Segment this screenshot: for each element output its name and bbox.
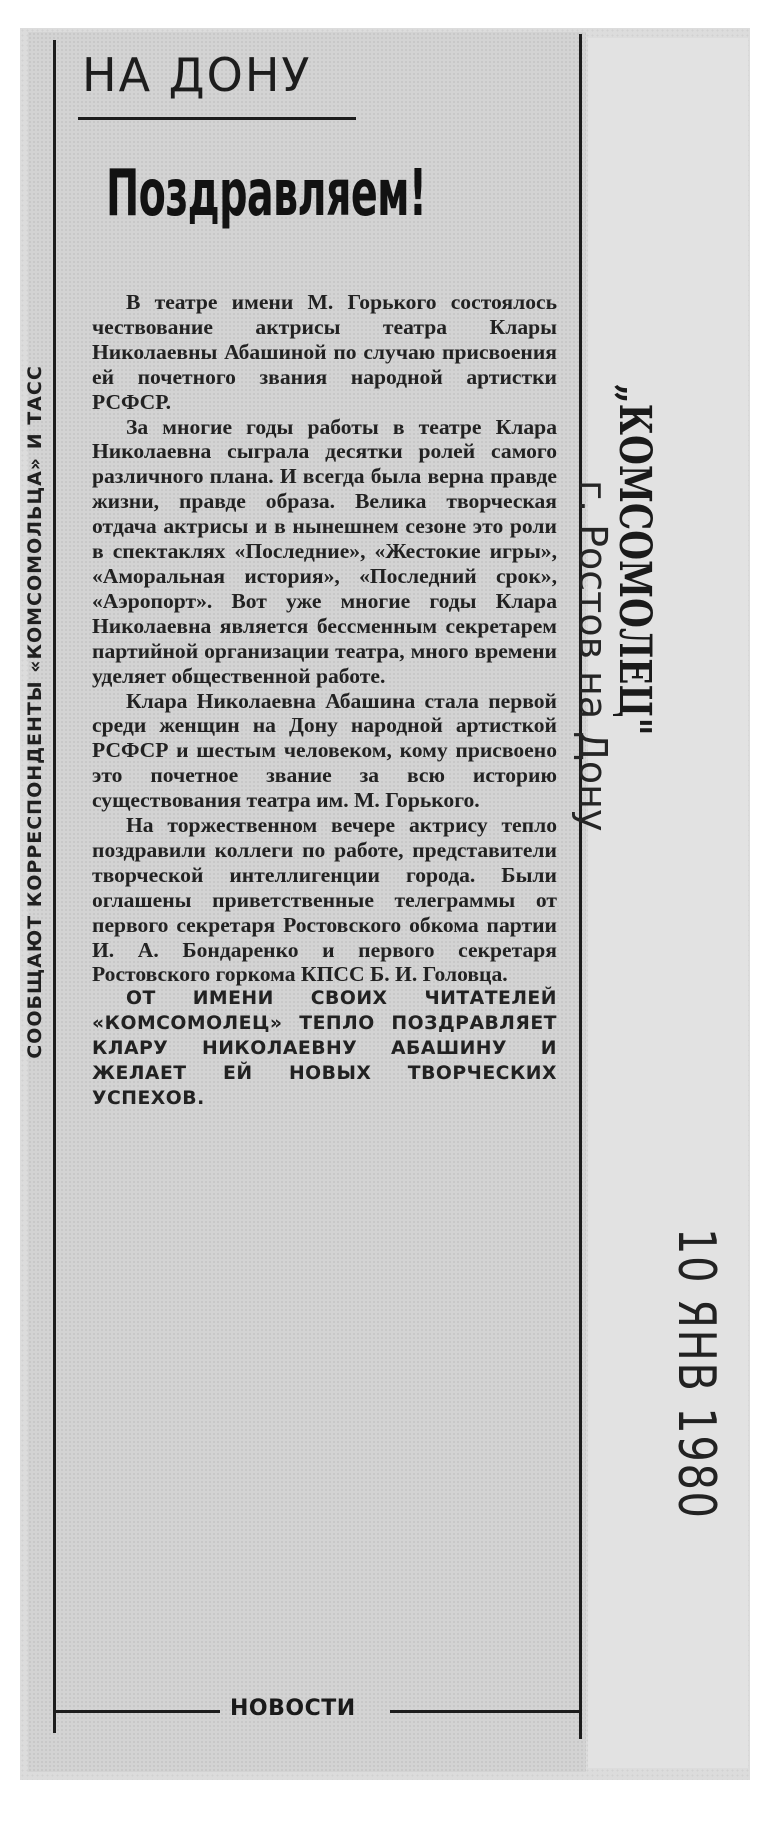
footer-rule-left xyxy=(55,1710,220,1713)
rubric-title: НА ДОНУ xyxy=(82,48,312,102)
article-paragraph: В театре имени М. Горького состоялось чествование актрисы театра Клары Николаевны Абашиной по случаю присвоения ей почетного звания народной артистки РСФСР. xyxy=(92,290,557,414)
date-stamp xyxy=(666,1228,726,1708)
city-stamp: г. Ростов на Дону xyxy=(571,480,615,832)
article-headline: Поздравляем! xyxy=(106,157,427,231)
article-body xyxy=(92,290,557,1112)
column-rule-left xyxy=(53,40,56,1733)
correspondents-credit: СООБЩАЮТ КОРРЕСПОНДЕНТЫ «КОМСОМОЛЬЦА» И ТАСС xyxy=(24,365,46,1059)
article-paragraph: Клара Николаевна Абашина стала первой среди женщин на Дону народной артисткой РСФСР и шестым человеком, кому присвоено это почетное звание за всю историю существования театра им. М. Горького. xyxy=(92,688,557,813)
article-paragraph: За многие годы работы в театре Клара Николаевна сыграла десятки ролей самого различного плана. И всегда была верна правде жизни, правде образа. Велика творческая отдача актрисы и в нынешнем сезоне это роли в спектаклях «Последние», «Жестокие игры», «Аморальная история», «Последний срок», «Аэропорт». Вот уже многие годы Клара Николаевна является бессменным секретарем партийной организации театра, много времени уделяет общественной работе. xyxy=(92,414,557,688)
article-paragraph: На торжественном вечере актрису тепло поздравили коллеги по работе, представители творческой интеллигенции города. Были оглашены приветственные телеграммы от первого секретаря Ростовского обкома партии И. А. Бондаренко и первого секретаря Ростовского горкома КПСС Б. И. Головца. xyxy=(92,813,557,987)
newspaper-name: „КОМСОМОЛЕЦ" xyxy=(609,384,660,736)
section-footer-label: НОВОСТИ xyxy=(230,1696,356,1721)
footer-rule-right xyxy=(390,1710,580,1713)
rubric-underline xyxy=(78,117,356,120)
article-closing-greeting: ОТ ИМЕНИ СВОИХ ЧИТАТЕЛЕЙ «КОМСОМОЛЕЦ» ТЕПЛО ПОЗДРАВЛЯЕТ КЛАРУ НИКОЛАЕВНУ АБАШИНУ И ЖЕЛАЕТ ЕЙ НОВЫХ ТВОРЧЕСКИХ УСПЕХОВ. xyxy=(92,988,557,1109)
date-stamp-text: 10 ЯНВ 1980 xyxy=(666,1228,726,1520)
newspaper-name-stamp xyxy=(609,384,660,944)
